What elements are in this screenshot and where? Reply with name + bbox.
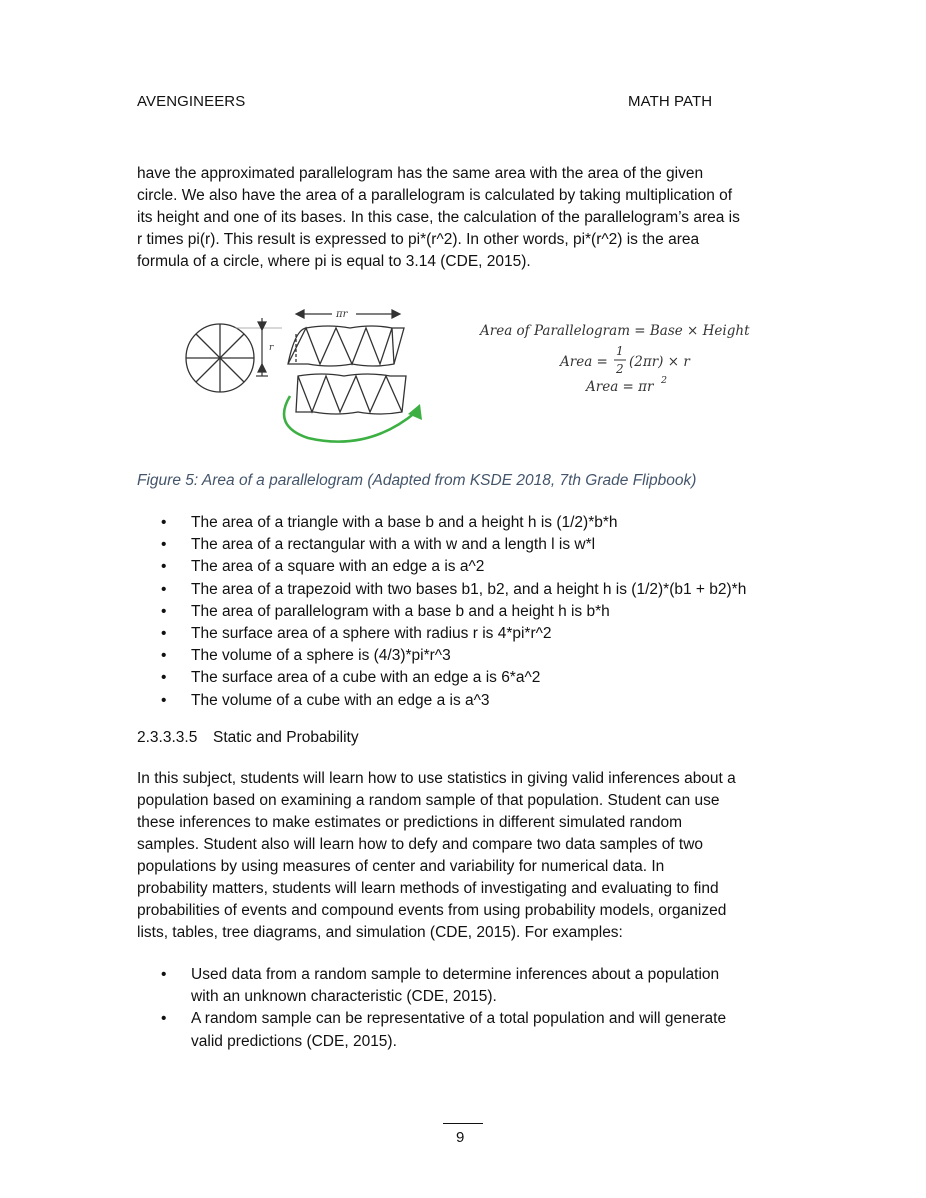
formula-area-half: Area = [560,354,608,370]
figure-caption: Figure 5: Area of a parallelogram (Adapted from KSDE 2018, 7th Grade Flipbook) [137,472,697,489]
list-item-text: A random sample can be representative of a total population and will generate [191,1010,727,1028]
bullet-icon: • [161,536,167,554]
top-parallelogram [288,326,404,366]
paragraph-line: these inferences to make estimates or predictions in different simulated random [137,814,683,831]
bullet-icon: • [161,1010,167,1028]
pi-r-arrow [296,310,400,318]
formula-exponent: 2 [661,375,668,386]
sectored-circle [186,324,254,392]
parallelogram-illustration [180,300,790,450]
fraction-denominator: 2 [616,362,624,376]
paragraph-line: In this subject, students will learn how to use statistics in giving valid inferences about a [137,770,736,787]
paragraph-line: probabilities of events and compound events from using probability models, organized [137,902,727,919]
list-item-text: Used data from a random sample to determine inferences about a population [191,966,720,983]
list-item [137,667,746,689]
bullet-icon: • [161,669,167,687]
bullet-icon: • [161,514,167,531]
rotation-arrow [284,396,416,442]
bullet-icon: • [161,625,167,643]
footer-rule [443,1123,483,1124]
bullet-icon: • [161,602,167,620]
formula-area-pi-r2: Area = πr [586,379,654,395]
list-item-text: The area of parallelogram with a base b and a height h is b*h [191,602,610,620]
bullet-icon: • [161,647,167,665]
page-number: 9 [456,1129,465,1146]
section-title: Static and Probability [213,729,359,746]
running-header-right: MATH PATH [628,93,713,110]
example-list [137,964,726,1053]
list-item [137,964,726,986]
running-header-left: AVENGINEERS [137,93,246,110]
list-item-text: The area of a rectangular with a with w and a length l is w*l [191,536,596,554]
paragraph-line: have the approximated parallelogram has the same area with the area of the given [137,165,704,182]
formula-list [137,512,746,712]
pi-r-label: πr [336,309,348,320]
body-paragraph [137,768,797,944]
bullet-icon: • [161,558,167,576]
r-label: r [269,343,274,353]
bottom-parallelogram [296,374,406,414]
list-item-text-continued: valid predictions (CDE, 2015). [191,1032,397,1050]
bullet-icon: • [161,691,167,709]
paragraph-line: probability matters, students will learn methods of investigating and evaluating to find [137,880,719,897]
list-item [137,623,746,645]
bullet-icon: • [161,580,167,598]
list-item [137,512,746,534]
paragraph-line: samples. Student also will learn how to defy and compare two data samples of two [137,836,704,853]
list-item-text: The surface area of a cube with an edge a is 6*a^2 [191,669,541,687]
list-item-text: The volume of a cube with an edge a is a^3 [191,691,490,709]
paragraph-line: its height and one of its bases. In this case, the calculation of the parallelogram’s area is [137,209,740,226]
list-item-text: The volume of a sphere is (4/3)*pi*r^3 [191,647,451,665]
paragraph-line: populations by using measures of center and variability for numerical data. In [137,858,665,875]
list-item-text: The surface area of a sphere with radius r is 4*pi*r^2 [191,625,552,643]
list-item-text-continued: with an unknown characteristic (CDE, 2015). [191,988,497,1006]
list-item-text: The area of a triangle with a base b and a height h is (1/2)*b*h [191,514,618,531]
list-item [137,690,746,712]
list-item-text: The area of a trapezoid with two bases b1, b2, and a height h is (1/2)*(b1 + b2)*h [191,580,747,598]
intro-paragraph [137,163,797,273]
list-item [137,1008,726,1030]
fraction-numerator: 1 [616,344,624,358]
list-item [137,601,746,623]
list-item [137,986,726,1008]
paragraph-line: lists, tables, tree diagrams, and simulation (CDE, 2015). For examples: [137,924,623,941]
list-item [137,556,746,578]
bullet-icon: • [161,966,167,983]
parallelogram-figure [180,300,790,450]
paragraph-line: population based on examining a random sample of that population. Student can use [137,792,720,809]
list-item [137,1031,726,1053]
formula-area-half-right: (2πr) × r [629,354,690,370]
list-item [137,645,746,667]
paragraph-line: formula of a circle, where pi is equal to 3.14 (CDE, 2015). [137,253,531,270]
list-item-text: The area of a square with an edge a is a^2 [191,558,485,576]
list-item [137,534,746,556]
list-item [137,579,746,601]
section-heading [137,729,359,747]
radius-marker [235,318,282,376]
paragraph-line: circle. We also have the area of a parallelogram is calculated by taking multiplication of [137,187,733,204]
section-number: 2.3.3.3.5 [137,729,198,746]
formula-area-parallelogram: Area of Parallelogram = Base × Height [480,323,750,339]
paragraph-line: r times pi(r). This result is expressed to pi*(r^2). In other words, pi*(r^2) is the area [137,231,700,248]
